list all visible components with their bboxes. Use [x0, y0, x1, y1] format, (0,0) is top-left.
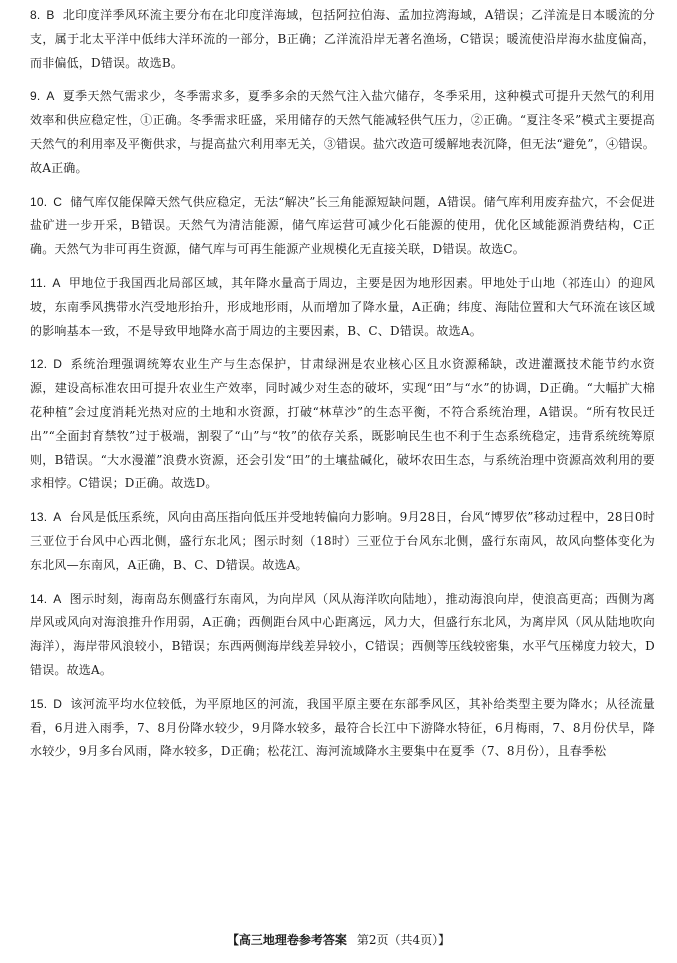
answer-item-10 — [30, 191, 655, 262]
answer-item-8 — [30, 4, 655, 75]
answer-key: A — [53, 510, 62, 525]
answer-explanation: 夏季天然气需求少，冬季需求多，夏季多余的天然气注入盐穴储存，冬季采用，这种模式可提升天然气的利用效率和供应稳定性，①正确。冬季需求旺盛，采用储存的天然气能减轻供气压力，②正确。“夏注冬采”模式主要提高天然气的利用率及平衡供求，与提高盐穴利用率无关，③错误。盐穴改造可缓解地表沉降，但无法“避免”，④错误。故A正确。 — [30, 89, 655, 175]
question-number: 13. — [30, 510, 48, 525]
answer-explanation: 该河流平均水位较低，为平原地区的河流，我国平原主要在东部季风区，其补给类型主要为降水；从径流量看，6月进入雨季，7、8月份降水较少，9月降水较多，最符合长江中下游降水特征，6月梅雨，7、8月份伏旱，降水较少，9月多台风雨，降水较多，D正确；松花江、海河流域降水主要集中在夏季（7、8月份），且春季松 — [30, 696, 655, 759]
answer-key: A — [46, 89, 55, 104]
answer-key: B — [46, 8, 55, 22]
page-footer — [0, 930, 677, 950]
footer-page-number: 第2页（共4页）】 — [356, 933, 451, 947]
question-number: 15. — [30, 696, 48, 711]
answer-item-14 — [30, 588, 655, 683]
answer-key: C — [53, 194, 63, 209]
answer-key: A — [53, 591, 62, 606]
footer-title: 【高三地理卷参考答案 — [226, 933, 347, 947]
question-number: 12. — [30, 357, 48, 372]
answer-item-12 — [30, 353, 655, 496]
answer-item-9 — [30, 85, 655, 180]
answer-item-11 — [30, 272, 655, 343]
answer-list — [30, 4, 655, 764]
question-number: 8. — [30, 8, 41, 22]
answer-key: D — [53, 357, 63, 372]
question-number: 11. — [30, 275, 47, 290]
answer-key: A — [52, 275, 61, 290]
question-number: 14. — [30, 591, 48, 606]
question-number: 9. — [30, 89, 41, 104]
answer-explanation: 图示时刻，海南岛东侧盛行东南风，为向岸风（风从海洋吹向陆地），推动海浪向岸，使浪高更高；西侧为离岸风或风向对海浪推升作用弱，A正确；西侧距台风中心距离远，风力大，但盛行东北风，为离岸风（风从陆地吹向海洋），海岸带风浪较小，B错误；东西两侧海岸线差异较小，C错误；西侧等压线较密集，水平气压梯度力较大，D错误。故选A。 — [30, 591, 655, 677]
answer-explanation: 储气库仅能保障天然气供应稳定，无法“解决”长三角能源短缺问题，A错误。储气库利用废弃盐穴，不会促进盐矿进一步开采，B错误。天然气为清洁能源，储气库运营可减少化石能源的使用，优化区域能源消费结构，C正确。天然气为非可再生资源，储气库与可再生能源产业规模化无直接关联，D错误。故选C。 — [30, 194, 655, 257]
answer-explanation: 北印度洋季风环流主要分布在北印度洋海域，包括阿拉伯海、孟加拉湾海域，A错误；乙洋流是日本暖流的分支，属于北太平洋中低纬大洋环流的一部分，B正确；乙洋流沿岸无著名渔场，C错误；暖流使沿岸海水盐度偏高，而非偏低，D错误。故选B。 — [30, 8, 655, 70]
answer-item-15 — [30, 693, 655, 764]
answer-item-13 — [30, 506, 655, 577]
answer-explanation: 系统治理强调统筹农业生产与生态保护，甘肃绿洲是农业核心区且水资源稀缺，改进灌溉技术能节约水资源，建设高标准农田可提升农业生产效率，同时减少对生态的破坏，实现“田”与“水”的协调，D正确。“大幅扩大棉花种植”会过度消耗光热对应的土地和水资源，打破“林草沙”的生态平衡，不符合系统治理，A错误。“所有牧民迁出”“全面封育禁牧”过于极端，割裂了“山”与“牧”的依存关系，既影响民生也不利于生态系统稳定，违背系统统筹原则，B错误。“大水漫灌”浪费水资源，还会引发“田”的土壤盐碱化，破坏农田生态，与系统治理中资源高效利用的要求相悖。C错误；D正确。故选D。 — [30, 357, 655, 491]
answer-explanation: 台风是低压系统，风向由高压指向低压并受地转偏向力影响。9月28日，台风“博罗依”移动过程中，28日0时三亚位于台风中心西北侧，盛行东北风；图示时刻（18时）三亚位于台风东北侧，盛行东南风，故风向整体变化为东北风—东南风，A正确，B、C、D错误。故选A。 — [30, 510, 655, 572]
question-number: 10. — [30, 194, 48, 209]
answer-explanation: 甲地位于我国西北局部区域，其年降水量高于周边，主要是因为地形因素。甲地处于山地（祁连山）的迎风坡，东南季风携带水汽受地形抬升，形成地形雨，从而增加了降水量，A正确；纬度、海陆位置和大气环流在该区域的影响基本一致，不是导致甲地降水高于周边的主要因素，B、C、D错误。故选A。 — [30, 275, 655, 338]
answer-key: D — [53, 696, 63, 711]
